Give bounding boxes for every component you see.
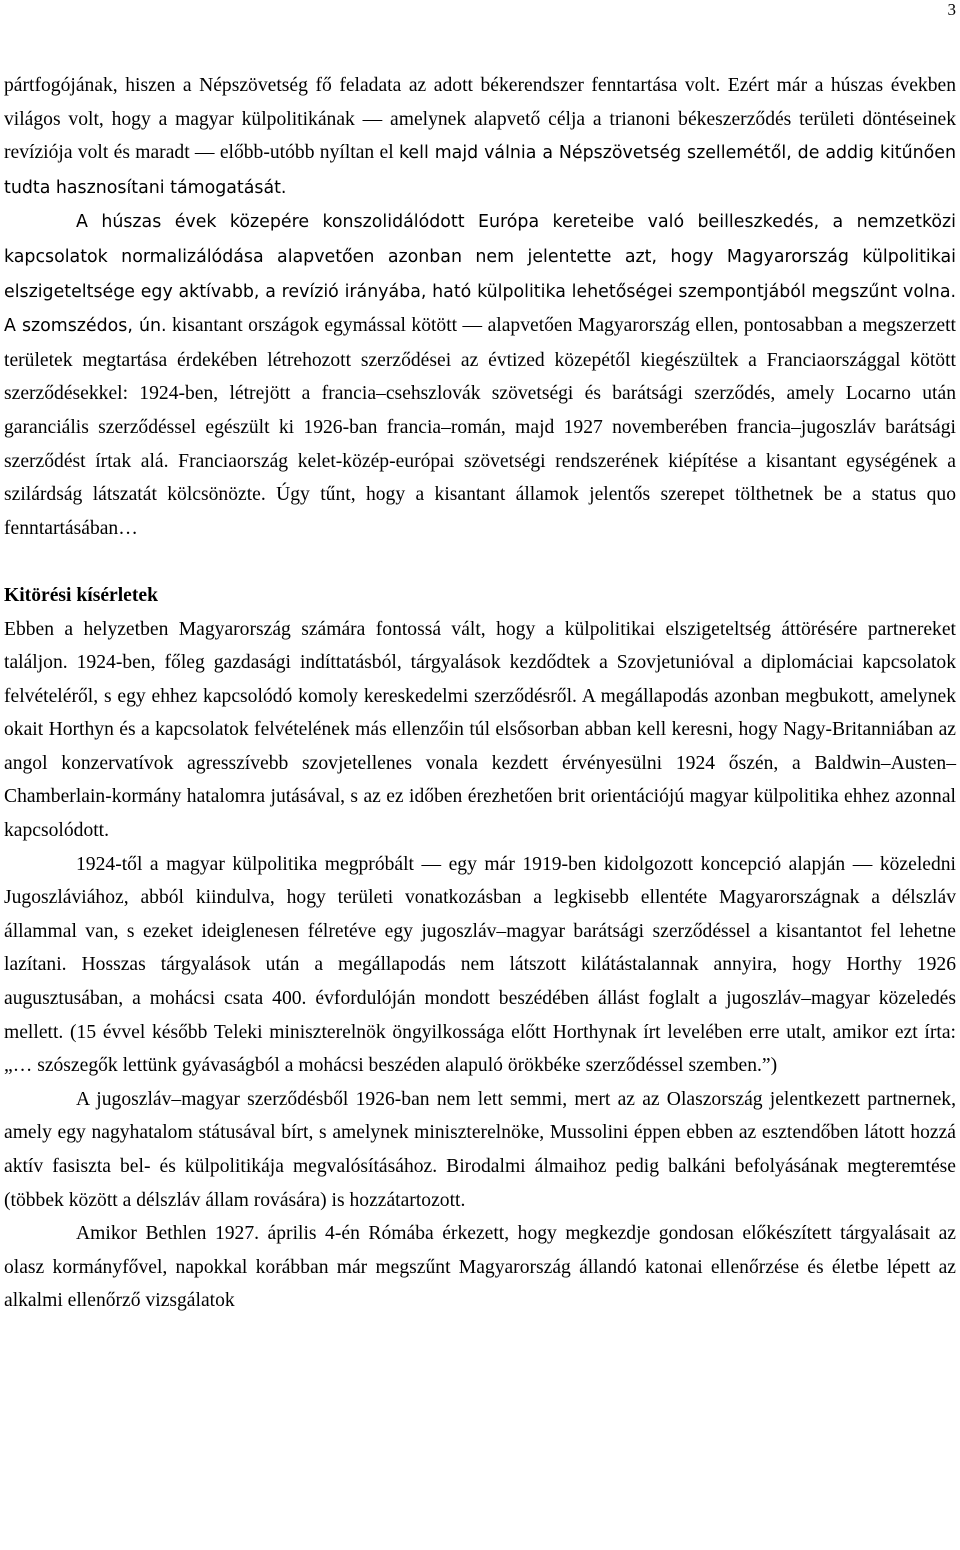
- section-paragraph-2: 1924-től a magyar külpolitika megpróbált ― egy már 1919-ben kidolgozott koncepció alapján ― közeledni Jugoszláviához, abból kiindulva, hogy területi vonatkozásban a legkisebb ellentéte Magyarországnak a délszláv állammal van, s ezeket ideiglenesen félretéve egy jugoszláv–magyar barátsági szerződéssel a kisantantot fel lehetne lazítani. Hosszas tárgyalások után a megállapodás nem látszott kilátástalannak annyira, hogy Horthy 1926 augusztusában, a mohácsi csata 400. évfordulóján mondott beszédében állást foglalt a jugoszláv–magyar közeledés mellett. (15 évvel később Teleki miniszterelnök öngyilkossága előtt Horthynak írt levelében erre utalt, amikor ezt írta: „… szószegők lettünk gyávaságból a mohácsi beszéden alapuló örökbéke szerződéssel szemben.”): [4, 853, 956, 1077]
- section-paragraph-1: Ebben a helyzetben Magyarország számára fontossá vált, hogy a külpolitikai elszigeteltség áttörésére partnereket találjon. 1924-ben, főleg gazdasági indíttatásból, tárgyalások kezdődtek a Szovjetunióval a diplomáciai kapcsolatok felvételéről, s egy ehhez kapcsolódó komoly kereskedelmi szerződésről. A megállapodás azonban megbukott, amelynek okait Horthyn és a kapcsolatok felvételének más ellenzőin túl elsősorban abban kell keresni, hogy Nagy-Britanniában az angol konzervatívok agresszívebb szovjetellenes vonala kezdett érvényesülni 1924 őszén, a Baldwin–Austen–Chamberlain-kormány hatalomra jutásával, s az ez időben érezhetően brit orientációjú magyar külpolitika ehhez azonnal kapcsolódott.: [4, 618, 956, 842]
- paragraph-kisantant: [4, 205, 956, 545]
- section-paragraph-4: Amikor Bethlen 1927. április 4-én Rómába érkezett, hogy megkezdje gondosan előkészített tárgyalásait az olasz kormányfővel, napokkal korábban már megszűnt Magyarország állandó katonai ellenőrzése és életbe lépett az alkalmi ellenőrző vizsgálatok: [4, 1223, 956, 1312]
- paragraph-intro: [4, 69, 956, 205]
- section-spacer: [4, 545, 956, 579]
- paragraph-intro-part2: kell majd válnia a Népszövetség szellemétől, de addig kitűnően tudta hasznosítani támogatását.: [4, 143, 956, 198]
- paragraph-intro-part1: pártfogójának, hiszen a Népszövetség fő feladata az adott békerendszer fenntartása volt. Ezért már a húszas években világos volt, hogy a magyar külpolitikának ― amelynek alapvető célja a trianoni békeszerződés területi döntéseinek revíziója volt és maradt ― előbb-utóbb nyíltan el: [4, 75, 956, 164]
- section-heading: Kitörési kísérletek: [4, 584, 158, 606]
- paragraph-kisantant-part1: A húszas évek közepére konszolidálódott Európa kereteibe való beilleszkedés, a nemzetközi kapcsolatok normalizálódása alapvetően azonban nem jelentette azt, hogy Magyarország külpolitikai elszigeteltsége egy aktívabb, a revízió irányába, ható külpolitika lehetőségei szempontjából megszűnt volna. A szomszédos, ún.: [4, 212, 956, 337]
- paragraph-kisantant-part2: kisantant országok egymással kötött ― alapvetően Magyarország ellen, pontosabban a megszerzett területek megtartása érdekében létrehozott szerződései az évtized közepétől kiegészültek a Franciaországgal kötött szerződésekkel: 1924-ben, létrejött a francia–csehszlovák szövetségi és barátsági szerződés, amely Locarno után garanciális szerződéssel egészült ki 1926-ban francia–román, majd 1927 novemberében francia–jugoszláv barátsági szerződést írtak alá. Franciaország kelet-közép-európai szövetségi rendszerének kiépítése a kisantant egységének a szilárdság látszatát kölcsönözte. Úgy tűnt, hogy a kisantant államok jelentős szerepet tölthetnek be a status quo fenntartásában…: [4, 315, 957, 539]
- page-number: 3: [947, 0, 956, 19]
- body-text: [4, 69, 956, 1318]
- section-paragraph-3: A jugoszláv–magyar szerződésből 1926-ban nem lett semmi, mert az az Olaszország jelentkezett partnernek, amely egy nagyhatalom státusával bírt, s amelynek miniszterelnöke, Mussolini éppen ebben az esztendőben látott hozzá aktív fasiszta bel- és külpolitikája megvalósításához. Birodalmi álmaihoz pedig balkáni befolyásának megteremtése (többek között a délszláv állam rovására) is hozzátartozott.: [4, 1088, 956, 1211]
